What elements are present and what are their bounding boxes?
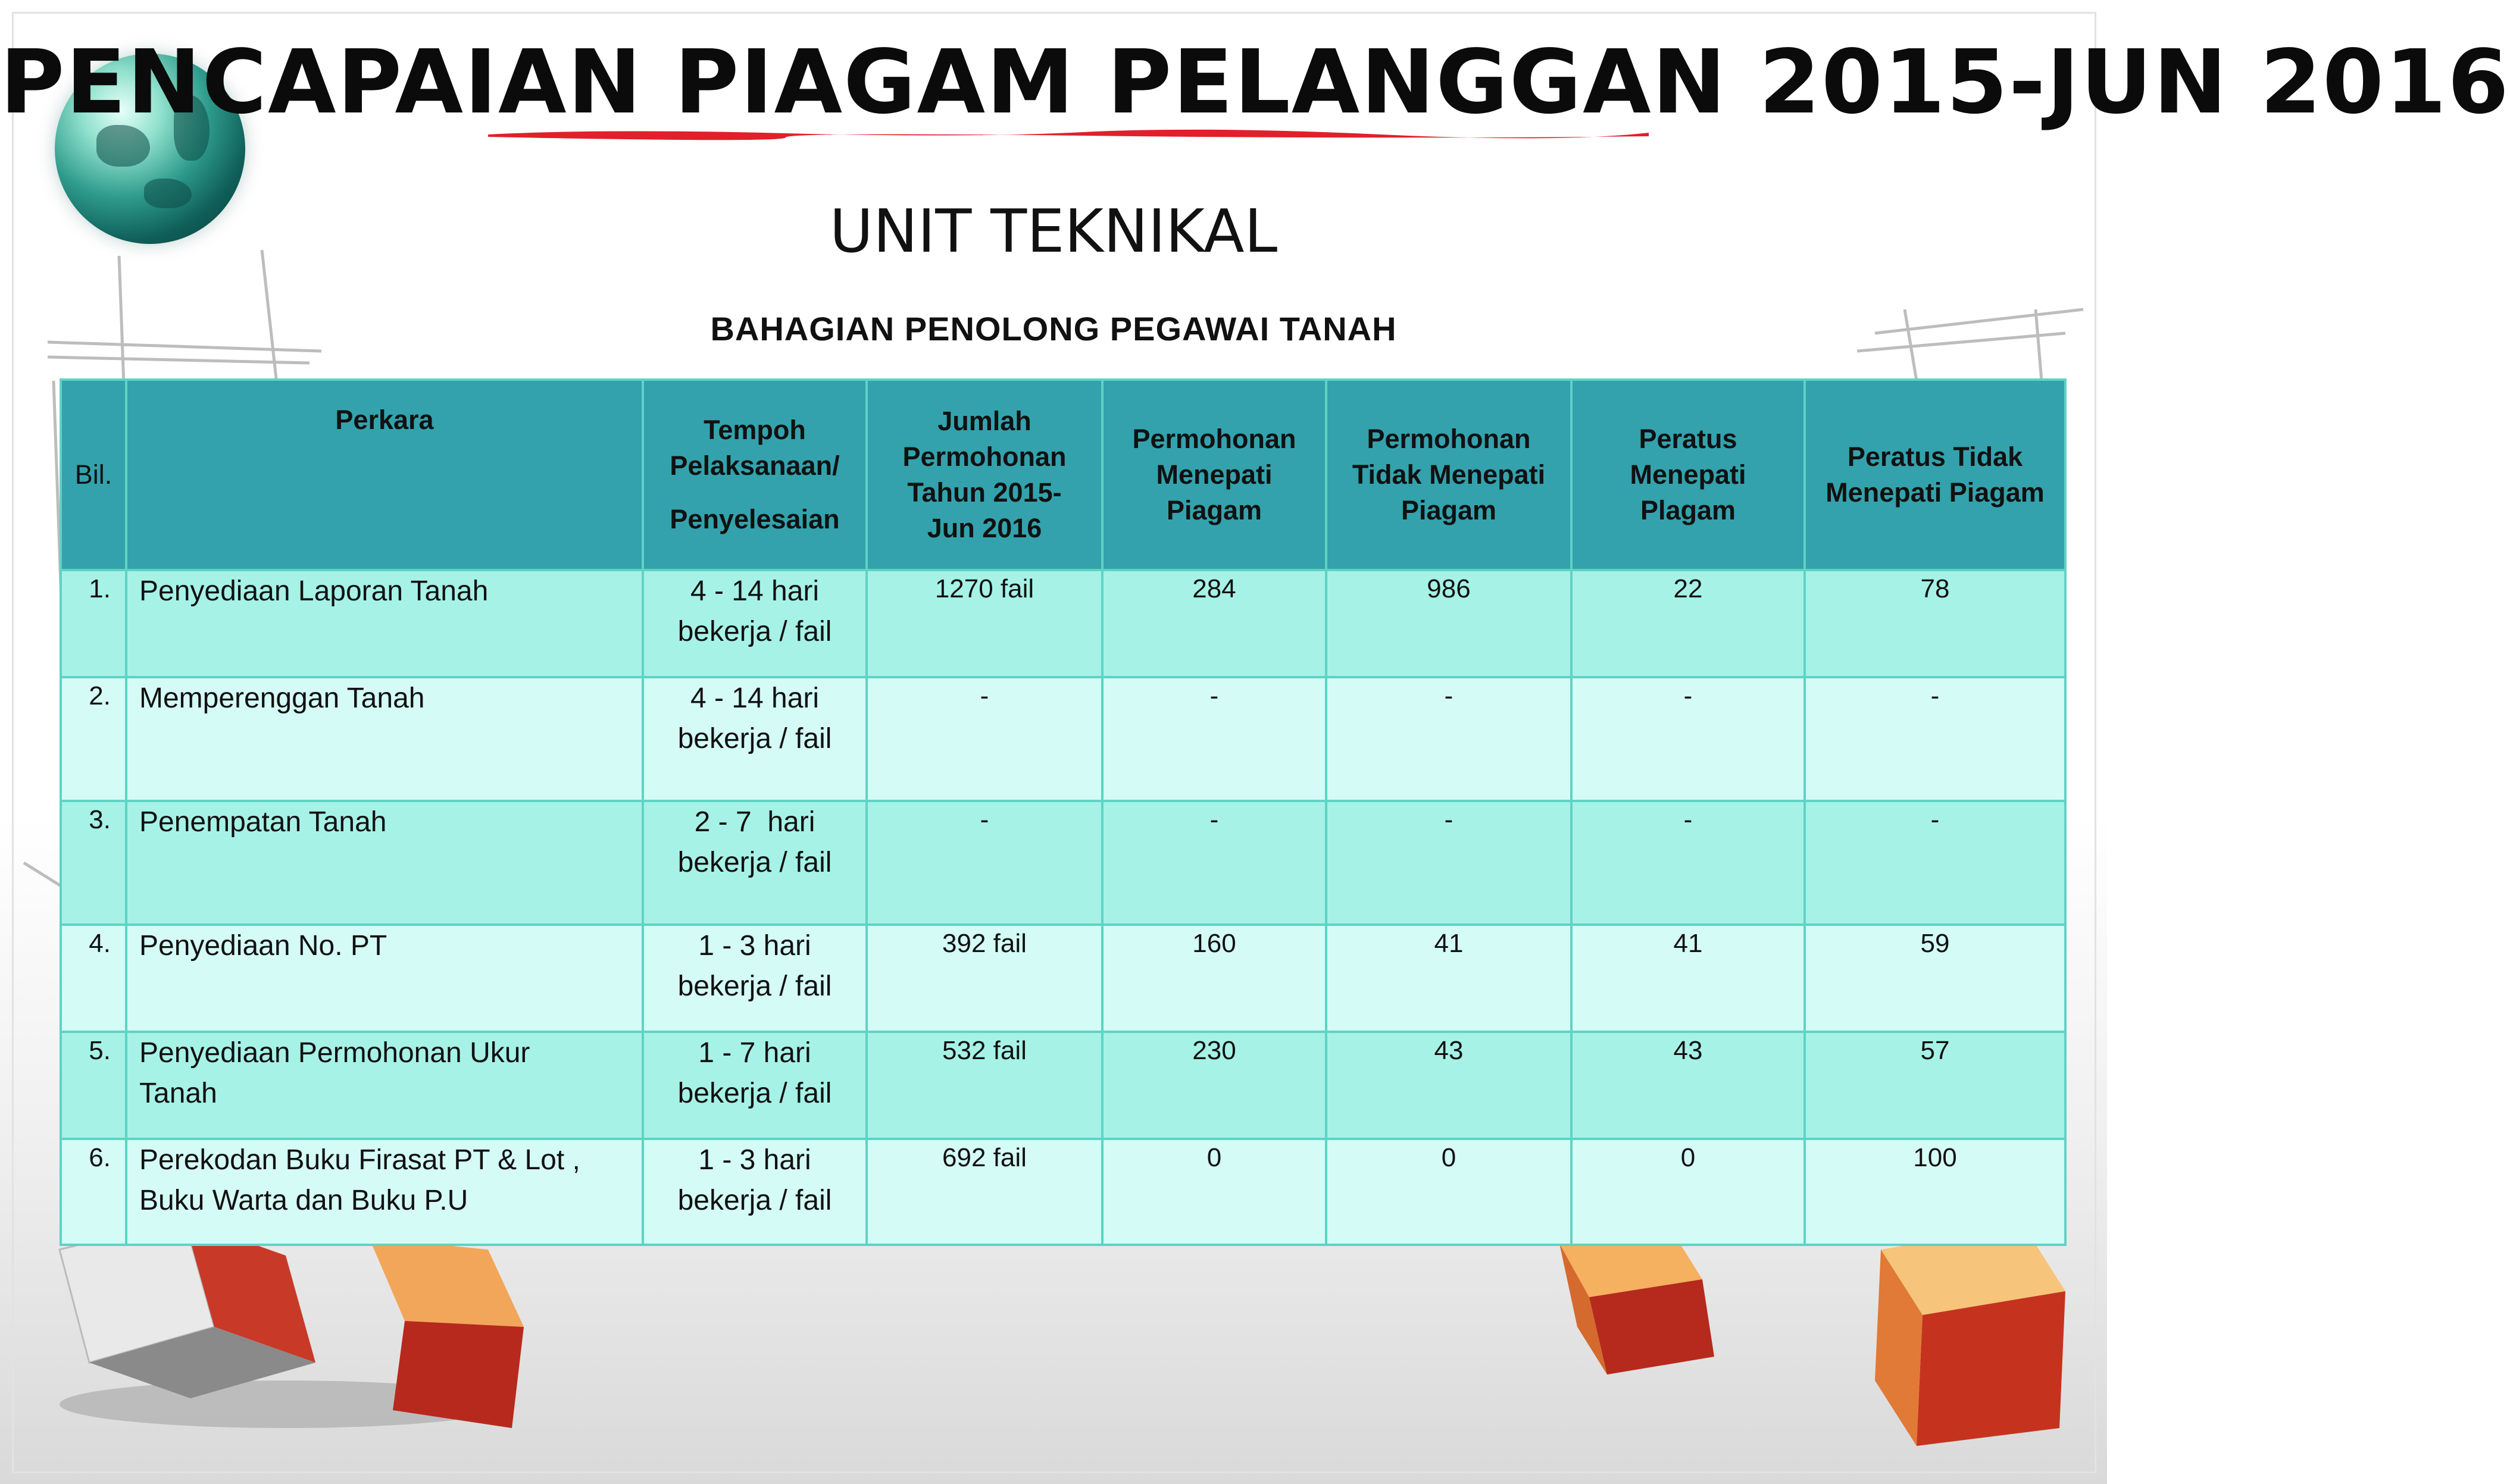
cell-perkara: Perekodan Buku Firasat PT & Lot , Buku Warta dan Buku P.U bbox=[126, 1139, 643, 1245]
cell-jumlah: - bbox=[867, 677, 1102, 801]
cell-peratus-menepati: - bbox=[1571, 801, 1805, 925]
cell-tempoh: 2 - 7 hari bekerja / fail bbox=[643, 801, 867, 925]
table-row bbox=[61, 925, 2065, 1032]
cell-peratus-tidak: 78 bbox=[1805, 570, 2065, 677]
cell-menepati: - bbox=[1102, 801, 1326, 925]
column-header-menepati: Permohonan Menepati Piagam bbox=[1102, 380, 1326, 570]
cell-perkara: Penyediaan Laporan Tanah bbox=[126, 570, 643, 677]
page-title: PENCAPAIAN PIAGAM PELANGGAN 2015-JUN 2016 bbox=[0, 31, 2510, 133]
cell-perkara: Penempatan Tanah bbox=[126, 801, 643, 925]
cell-peratus-tidak: 100 bbox=[1805, 1139, 2065, 1245]
cell-tidak-menepati: 986 bbox=[1326, 570, 1571, 677]
cell-peratus-tidak: - bbox=[1805, 801, 2065, 925]
unit-title: UNIT TEKNIKAL bbox=[829, 196, 1278, 266]
cell-bil: 3. bbox=[61, 801, 126, 925]
cell-peratus-menepati: 0 bbox=[1571, 1139, 1805, 1245]
cell-bil: 1. bbox=[61, 570, 126, 677]
section-title: BAHAGIAN PENOLONG PEGAWAI TANAH bbox=[710, 310, 1397, 347]
piagam-table bbox=[60, 378, 2067, 1246]
cell-bil: 2. bbox=[61, 677, 126, 801]
cell-menepati: 0 bbox=[1102, 1139, 1326, 1245]
cell-tempoh: 1 - 3 hari bekerja / fail bbox=[643, 925, 867, 1032]
cell-jumlah: 1270 fail bbox=[867, 570, 1102, 677]
cell-tempoh: 1 - 3 hari bekerja / fail bbox=[643, 1139, 867, 1245]
cell-peratus-menepati: - bbox=[1571, 677, 1805, 801]
table-row bbox=[61, 570, 2065, 677]
cell-menepati: 284 bbox=[1102, 570, 1326, 677]
cell-jumlah: - bbox=[867, 801, 1102, 925]
column-header-peratus-tidak: Peratus Tidak Menepati Piagam bbox=[1805, 380, 2065, 570]
cell-peratus-menepati: 22 bbox=[1571, 570, 1805, 677]
column-header-jumlah: Jumlah Permohonan Tahun 2015- Jun 2016 bbox=[867, 380, 1102, 570]
cell-tempoh: 1 - 7 hari bekerja / fail bbox=[643, 1032, 867, 1139]
cell-menepati: 230 bbox=[1102, 1032, 1326, 1139]
column-header-tidak-menepati: Permohonan Tidak Menepati Piagam bbox=[1326, 380, 1571, 570]
cell-tidak-menepati: 0 bbox=[1326, 1139, 1571, 1245]
cell-menepati: 160 bbox=[1102, 925, 1326, 1032]
red-brush-underline bbox=[488, 127, 1649, 140]
cell-peratus-menepati: 41 bbox=[1571, 925, 1805, 1032]
cell-tidak-menepati: 43 bbox=[1326, 1032, 1571, 1139]
table-row bbox=[61, 677, 2065, 801]
cell-peratus-tidak: - bbox=[1805, 677, 2065, 801]
cell-peratus-menepati: 43 bbox=[1571, 1032, 1805, 1139]
cell-jumlah: 692 fail bbox=[867, 1139, 1102, 1245]
column-header-bil: Bil. bbox=[61, 380, 126, 570]
cell-tidak-menepati: - bbox=[1326, 801, 1571, 925]
cell-bil: 4. bbox=[61, 925, 126, 1032]
cell-tidak-menepati: 41 bbox=[1326, 925, 1571, 1032]
table-row bbox=[61, 801, 2065, 925]
column-header-peratus-menepati: Peratus Menepati Plagam bbox=[1571, 380, 1805, 570]
cell-jumlah: 392 fail bbox=[867, 925, 1102, 1032]
column-header-perkara: Perkara bbox=[126, 380, 643, 570]
cell-tempoh: 4 - 14 hari bekerja / fail bbox=[643, 570, 867, 677]
table-row bbox=[61, 1032, 2065, 1139]
cell-bil: 5. bbox=[61, 1032, 126, 1139]
cell-jumlah: 532 fail bbox=[867, 1032, 1102, 1139]
table-header-row bbox=[61, 380, 2065, 570]
table-row bbox=[61, 1139, 2065, 1245]
cell-bil: 6. bbox=[61, 1139, 126, 1245]
column-header-tempoh: Tempoh Pelaksanaan/ Penyelesaian bbox=[643, 380, 867, 570]
cell-menepati: - bbox=[1102, 677, 1326, 801]
cell-perkara: Penyediaan No. PT bbox=[126, 925, 643, 1032]
cell-perkara: Penyediaan Permohonan Ukur Tanah bbox=[126, 1032, 643, 1139]
cell-tempoh: 4 - 14 hari bekerja / fail bbox=[643, 677, 867, 801]
cell-tidak-menepati: - bbox=[1326, 677, 1571, 801]
cell-peratus-tidak: 59 bbox=[1805, 925, 2065, 1032]
cell-perkara: Memperenggan Tanah bbox=[126, 677, 643, 801]
cell-peratus-tidak: 57 bbox=[1805, 1032, 2065, 1139]
